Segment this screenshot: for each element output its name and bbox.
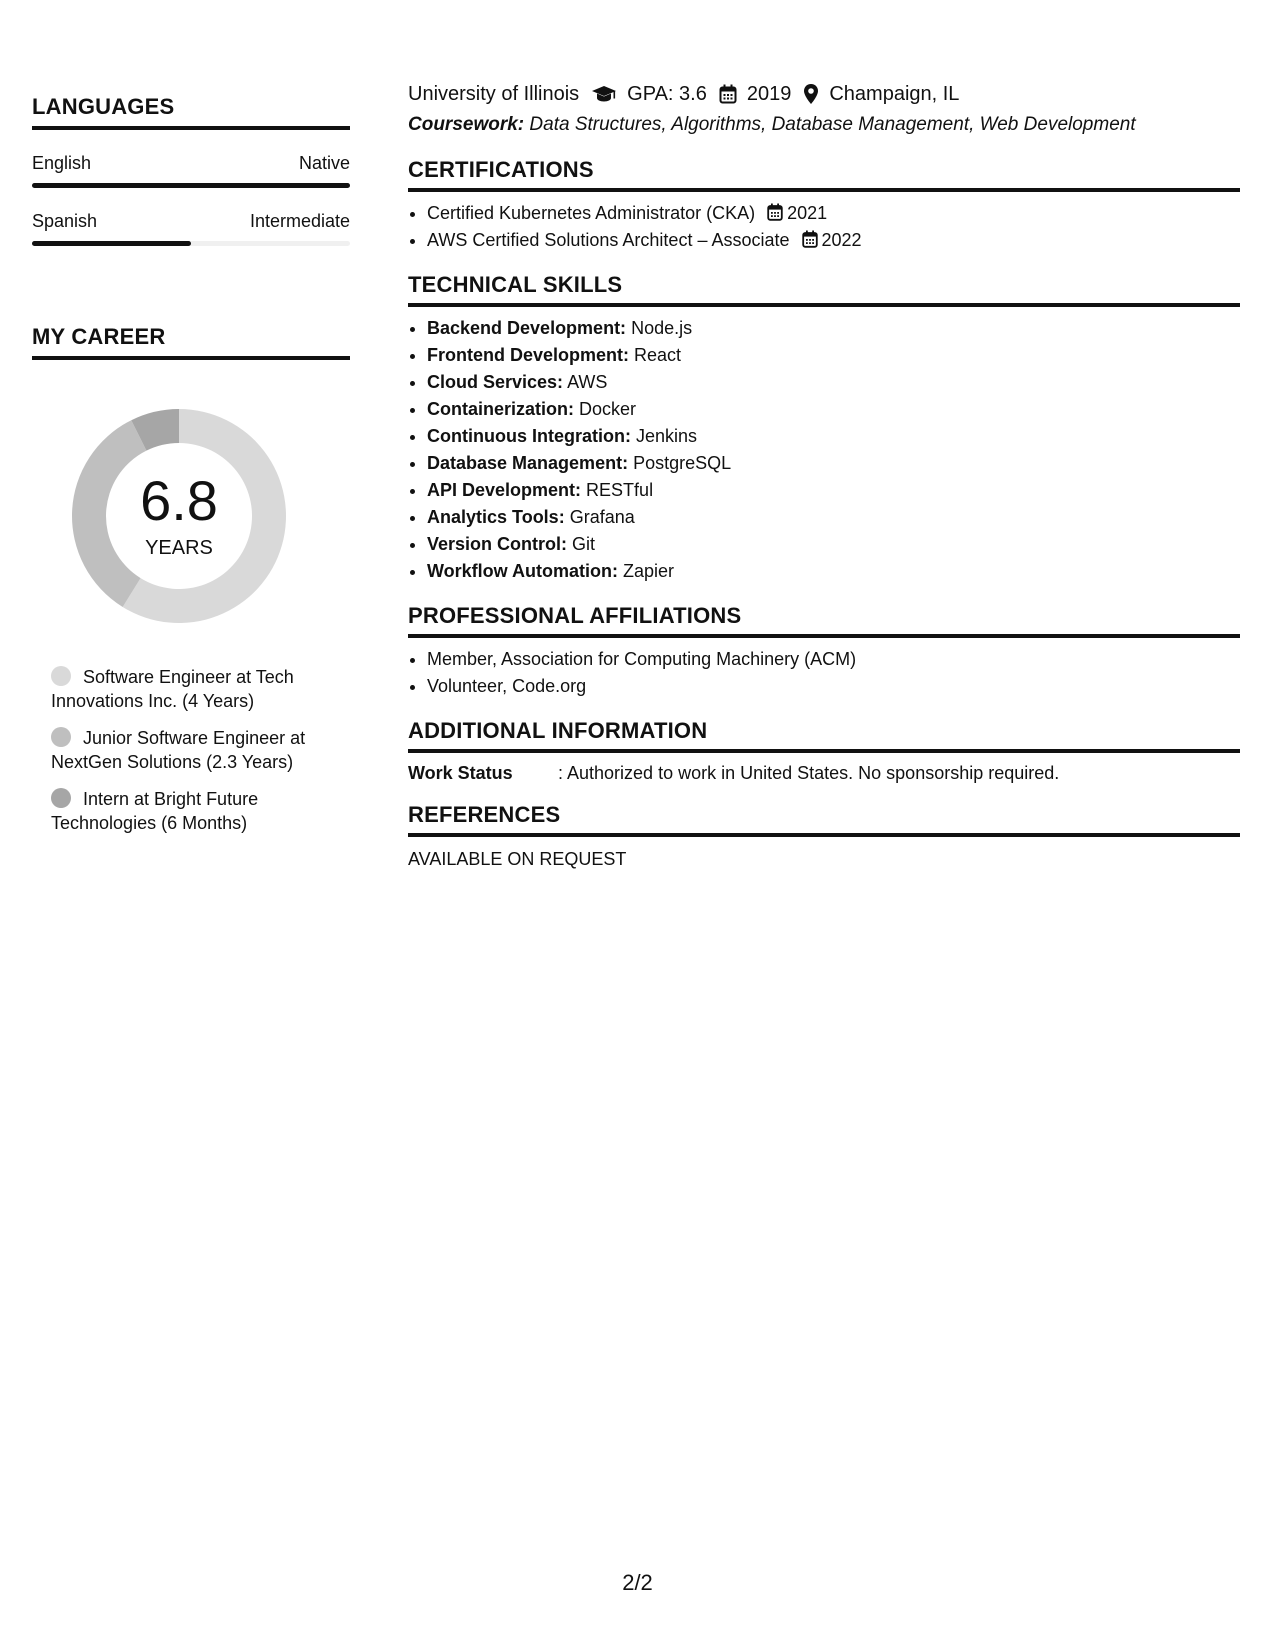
skill-label: Analytics Tools: xyxy=(427,507,565,527)
language-proficiency-bar xyxy=(32,183,350,188)
additional-info-heading: ADDITIONAL INFORMATION xyxy=(408,718,1240,753)
additional-info-section xyxy=(408,718,1240,784)
references-section xyxy=(408,802,1240,870)
career-donut-chart xyxy=(66,403,292,629)
skill-value: Zapier xyxy=(623,561,675,581)
certification-item xyxy=(427,200,1240,227)
certifications-heading: CERTIFICATIONS xyxy=(408,157,1240,192)
language-item xyxy=(32,152,350,188)
legend-swatch xyxy=(51,727,71,747)
skill-item xyxy=(427,342,1240,369)
skill-label: Containerization: xyxy=(427,399,574,419)
career-heading: MY CAREER xyxy=(32,324,350,360)
gpa: GPA: 3.6 xyxy=(627,83,707,105)
skill-item xyxy=(427,558,1240,585)
skill-label: Version Control: xyxy=(427,534,568,554)
language-proficiency-fill xyxy=(32,183,350,188)
page-number: 2/2 xyxy=(622,1570,653,1595)
location: Champaign, IL xyxy=(829,83,960,105)
career-total-unit: YEARS xyxy=(145,537,213,559)
skill-item xyxy=(427,423,1240,450)
skill-value: React xyxy=(634,345,682,365)
skill-label: Database Management: xyxy=(427,453,629,473)
career-legend xyxy=(51,665,341,835)
legend-item xyxy=(51,665,341,713)
work-status-label: Work Status xyxy=(408,763,513,783)
skills-heading: TECHNICAL SKILLS xyxy=(408,272,1240,307)
affiliation-item: • Member, Association for Computing Machinery (ACM) xyxy=(427,646,1240,673)
skill-item xyxy=(427,315,1240,342)
language-level: Native xyxy=(298,153,350,173)
graduation-year: 2019 xyxy=(746,83,792,105)
work-status-value: : Authorized to work in United States. No sponsorship required. xyxy=(558,763,1060,783)
coursework-list: Data Structures, Algorithms, Database Management, Web Development xyxy=(529,114,1136,135)
legend-swatch xyxy=(51,788,71,808)
map-pin-icon xyxy=(803,83,819,105)
calendar-icon xyxy=(767,203,783,221)
skill-label: Frontend Development: xyxy=(427,345,630,365)
coursework-label: Coursework: xyxy=(408,114,525,135)
affiliations-list xyxy=(408,646,1240,700)
references-text: AVAILABLE ON REQUEST xyxy=(408,849,627,869)
skill-label: Cloud Services: xyxy=(427,372,564,392)
certifications-section xyxy=(408,157,1240,254)
legend-label: Junior Software Engineer at NextGen Solutions (2.3 Years) xyxy=(51,728,306,772)
education-entry xyxy=(408,80,1240,139)
certification-year: 2021 xyxy=(787,203,828,223)
affiliations-section xyxy=(408,603,1240,700)
certification-year: 2022 xyxy=(821,230,862,250)
skill-item xyxy=(427,450,1240,477)
skill-item xyxy=(427,504,1240,531)
legend-item xyxy=(51,726,341,774)
right-column xyxy=(408,80,1240,870)
skill-value: RESTful xyxy=(586,480,654,500)
skill-label: Continuous Integration: xyxy=(427,426,631,446)
skill-value: Grafana xyxy=(569,507,635,527)
coursework xyxy=(408,111,1240,139)
language-item xyxy=(32,210,350,246)
skill-item xyxy=(427,531,1240,558)
skill-value: Docker xyxy=(579,399,637,419)
left-column xyxy=(32,94,350,848)
skill-value: Node.js xyxy=(631,318,693,338)
certification-item xyxy=(427,227,1240,254)
skills-list xyxy=(408,315,1240,585)
languages-heading: LANGUAGES xyxy=(32,94,350,130)
references-heading: REFERENCES xyxy=(408,802,1240,837)
skill-item xyxy=(427,477,1240,504)
skill-label: API Development: xyxy=(427,480,582,500)
language-level: Intermediate xyxy=(249,211,350,231)
certification-name: AWS Certified Solutions Architect – Associate xyxy=(427,230,790,250)
certification-name: Certified Kubernetes Administrator (CKA) xyxy=(427,203,756,223)
legend-item xyxy=(51,787,341,835)
language-name: English xyxy=(32,153,92,173)
legend-label: Intern at Bright Future Technologies (6 Months) xyxy=(51,789,259,833)
certifications-list xyxy=(408,200,1240,254)
skill-value: Jenkins xyxy=(635,426,698,446)
skill-item xyxy=(427,396,1240,423)
language-proficiency-bar xyxy=(32,241,350,246)
school-name: University of Illinois xyxy=(408,83,580,105)
calendar-icon xyxy=(802,230,818,248)
affiliation-item: • Volunteer, Code.org xyxy=(427,673,1240,700)
skill-label: Workflow Automation: xyxy=(427,561,618,581)
skill-label: Backend Development: xyxy=(427,318,627,338)
skill-item xyxy=(427,369,1240,396)
work-status-row xyxy=(408,763,1240,784)
career-total-years: 6.8 xyxy=(140,469,218,532)
skill-value: Git xyxy=(572,534,596,554)
language-proficiency-fill xyxy=(32,241,191,246)
skills-section xyxy=(408,272,1240,585)
language-name: Spanish xyxy=(32,211,98,231)
calendar-icon xyxy=(719,84,737,104)
skill-value: AWS xyxy=(567,372,608,392)
skill-value: PostgreSQL xyxy=(633,453,732,473)
graduation-cap-icon xyxy=(591,84,617,104)
legend-swatch xyxy=(51,666,71,686)
affiliations-heading: PROFESSIONAL AFFILIATIONS xyxy=(408,603,1240,638)
legend-label: Software Engineer at Tech Innovations Inc. (4 Years) xyxy=(51,667,294,711)
